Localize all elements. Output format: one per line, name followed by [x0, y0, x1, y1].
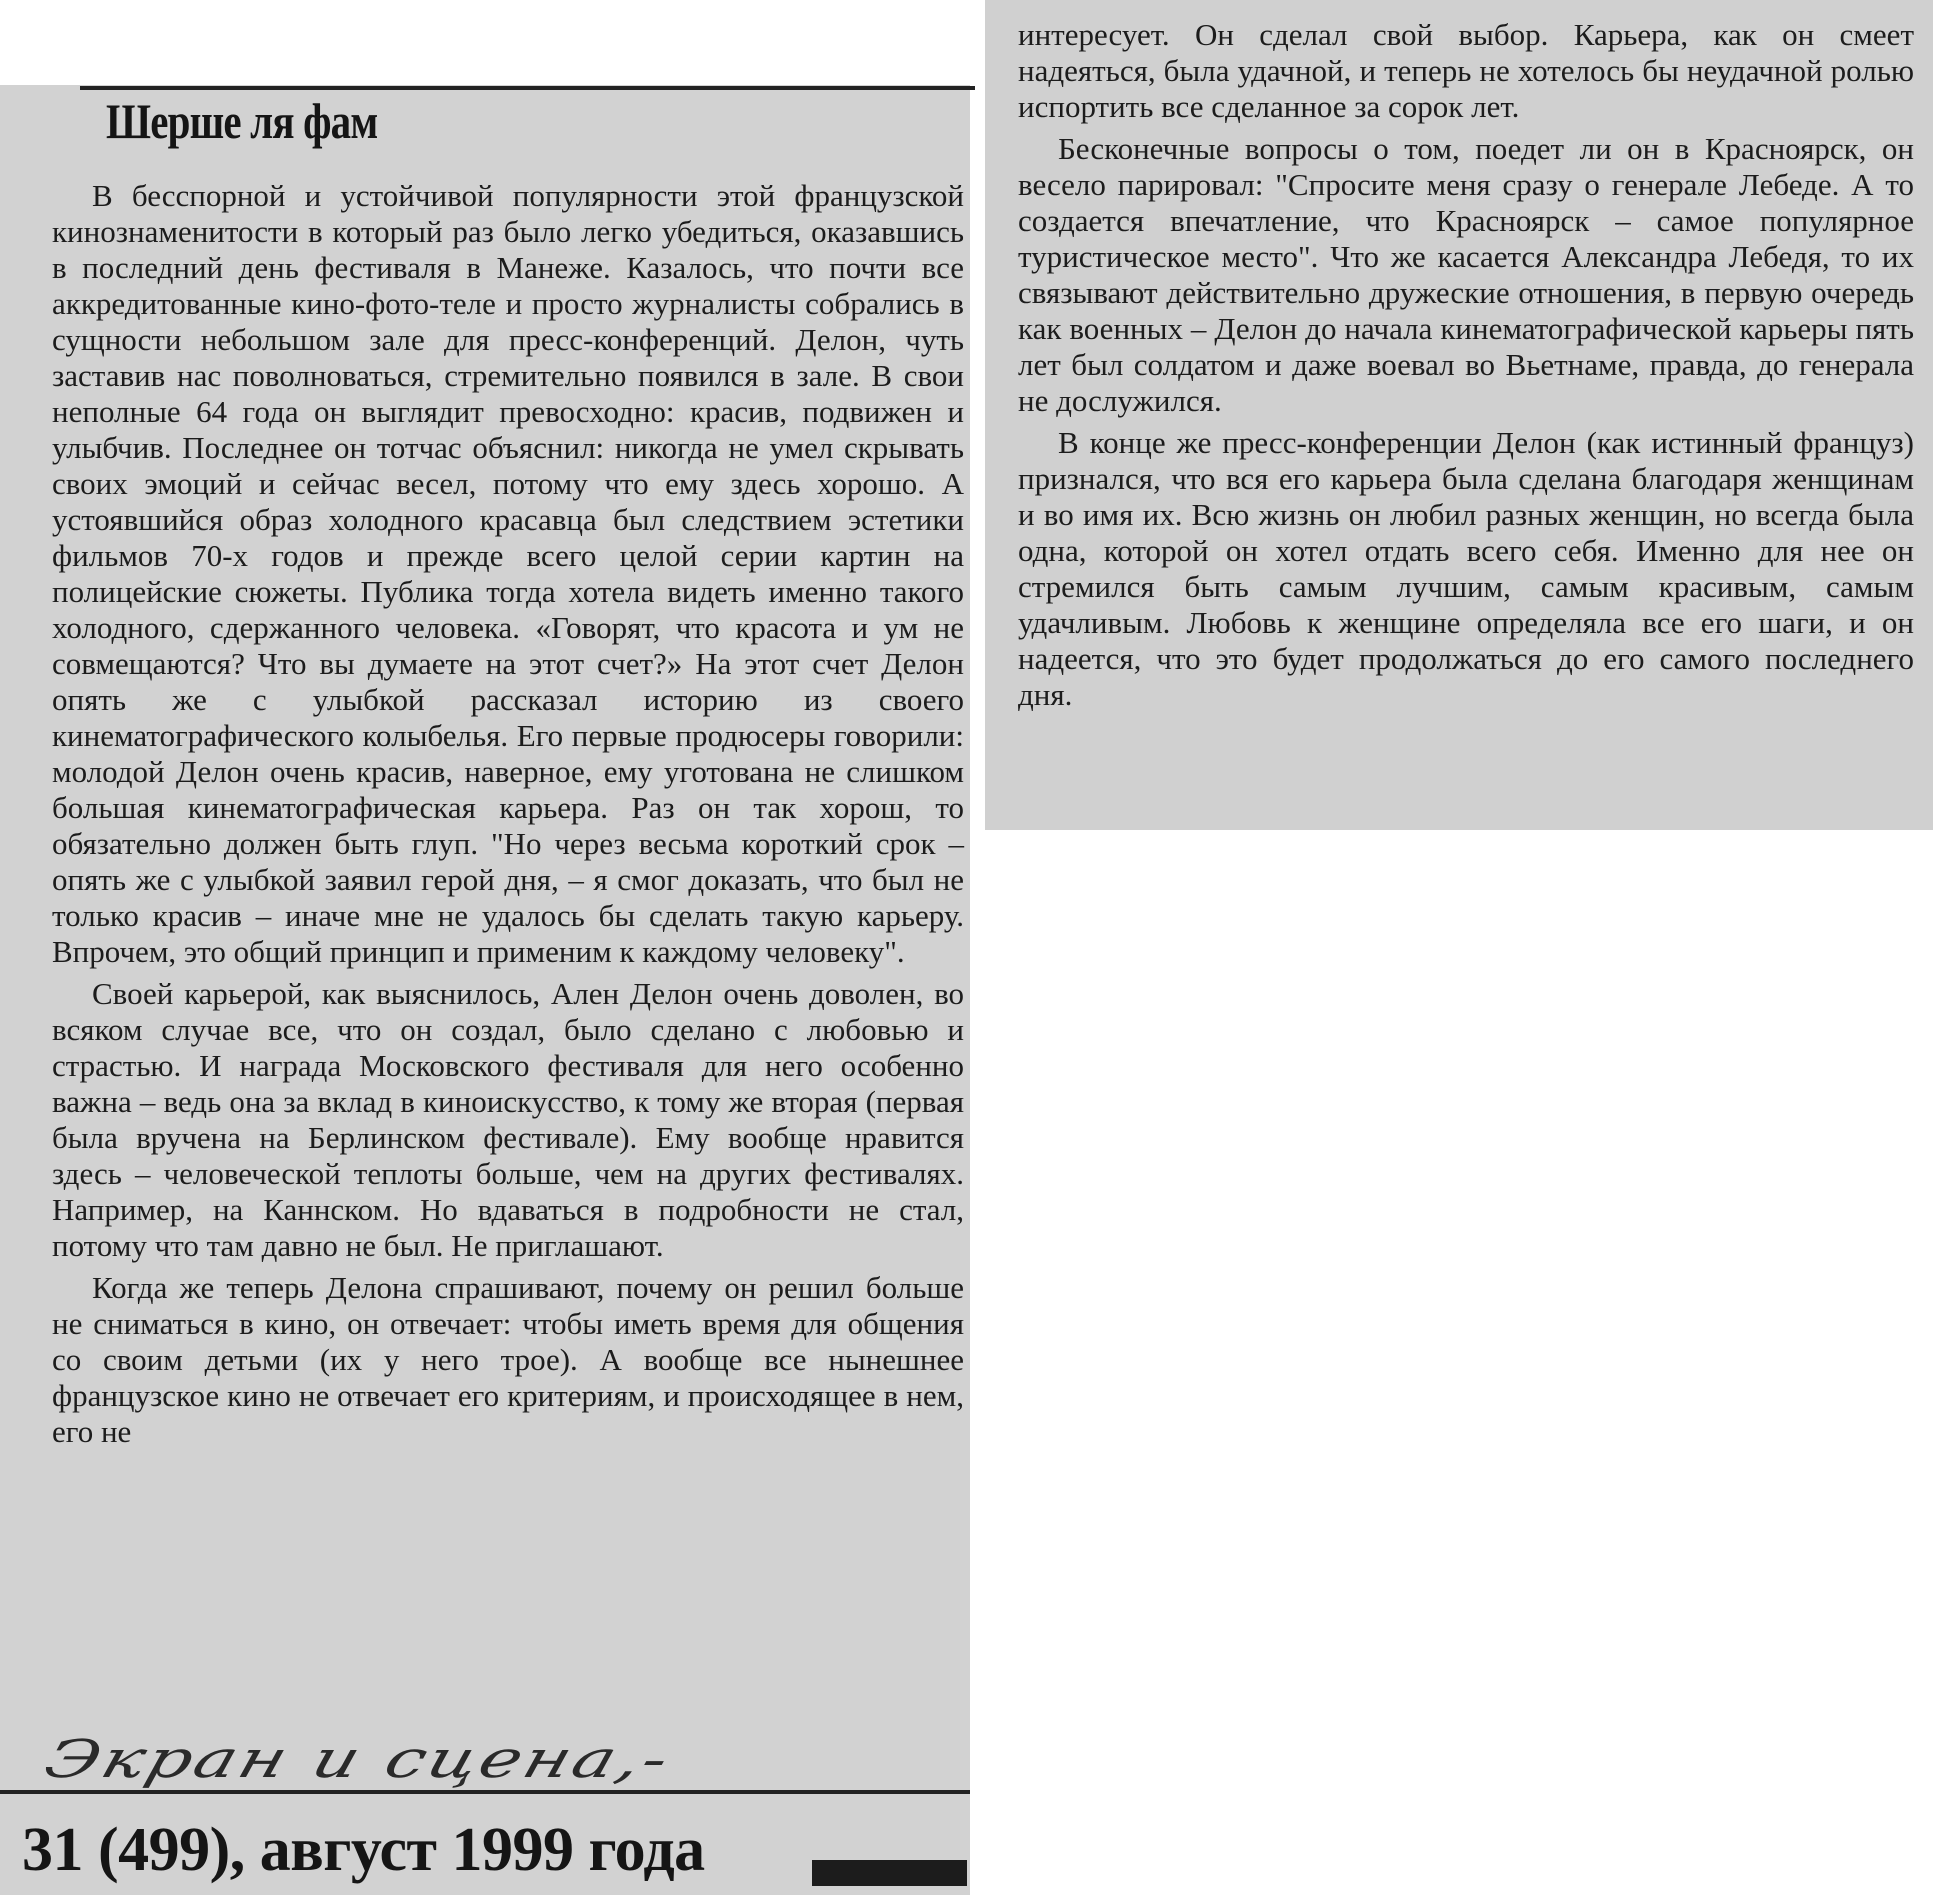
left-column [52, 178, 964, 1450]
top-rule [80, 86, 975, 90]
handwritten-source-note: Экран и сцена,- [37, 1730, 678, 1790]
paragraph-1: В бесспорной и устойчивой популярности этой французской кинознаменитости в который раз было легко убедиться, оказавшись в последний день фестиваля в Манеже. Казалось, что почти все аккредитованные кино-фото-теле и просто журналисты собрались в сущности небольшом зале для пресс-конференций. Делон, чуть заставив нас поволноваться, стремительно появился в зале. В свои неполные 64 года он выглядит превосходно: красив, подвижен и улыбчив. Последнее он тотчас объяснил: никогда не умел скрывать своих эмоций и сейчас весел, потому что ему здесь хорошо. А устоявшийся образ холодного красавца был следствием эстетики фильмов 70-х годов и прежде всего целой серии картин на полицейские сюжеты. Публика тогда хотела видеть именно такого холодного, сдержанного человека. «Говорят, что красота и ум не совмещаются? Что вы думаете на этот счет?» На этот счет Делон опять же с улыбкой рассказал историю из своего кинематографического колыбелья. Его первые продюсеры говорили: молодой Делон очень красив, наверное, ему уготована не слишком большая кинематографическая карьера. Раз он так хорош, то обязательно должен быть глуп. "Но через весьма короткий срок – опять же с улыбкой заявил герой дня, – я смог доказать, что был не только красив – иначе мне не удалось бы сделать такую карьеру. Впрочем, это общий принцип и применим к каждому человеку". [52, 178, 964, 969]
paragraph-3-continued: интересует. Он сделал свой выбор. Карьера, как он смеет надеяться, была удачной, и теперь не хотелось бы неудачной ролью испортить все сделанное за сорок лет. [1018, 17, 1914, 124]
right-column [1018, 17, 1914, 713]
issue-bar [812, 1860, 967, 1886]
paragraph-2: Своей карьерой, как выяснилось, Ален Делон очень доволен, во всяком случае все, что он создал, было сделано с любовью и страстью. И награда Московского фестиваля для него особенно важна – ведь она за вклад в киноискусство, к тому же вторая (первая была вручена на Берлинском фестивале). Ему вообще нравится здесь – человеческой теплоты больше, чем на других фестивалях. Например, на Каннском. Но вдаваться в подробности не стал, потому что там давно не был. Не приглашают. [52, 976, 964, 1263]
issue-date: 31 (499), август 1999 года [22, 1816, 705, 1884]
paragraph-4: Бесконечные вопросы о том, поедет ли он в Красноярск, он весело парировал: "Спросите меня сразу о генерале Лебеде. А то создается впечатление, что Красноярск – самое популярное туристическое место". Что же касается Александра Лебедя, то их связывают действительно дружеские отношения, в первую очередь как военных – Делон до начала кинематографической карьеры пять лет был солдатом и даже воевал во Вьетнаме, правда, до генерала не дослужился. [1018, 131, 1914, 418]
paragraph-3: Когда же теперь Делона спрашивают, почему он решил больше не сниматься в кино, он отвечает: чтобы иметь время для общения со своим детьми (их у него трое). А вообще все нынешнее французское кино не отвечает его критериям, и происходящее в нем, его не [52, 1270, 964, 1449]
paragraph-5: В конце же пресс-конференции Делон (как истинный француз) признался, что вся его карьера была сделана благодаря женщинам и во имя их. Всю жизнь он любил разных женщин, но всегда была одна, которой он хотел отдать всего себя. Именно для нее он стремился быть самым лучшим, самым красивым, самым удачливым. Любовь к женщине определяла все его шаги, и он надеется, что это будет продолжаться до его самого последнего дня. [1018, 425, 1914, 712]
article-title: Шерше ля фам [106, 93, 378, 149]
bottom-rule [0, 1790, 970, 1794]
